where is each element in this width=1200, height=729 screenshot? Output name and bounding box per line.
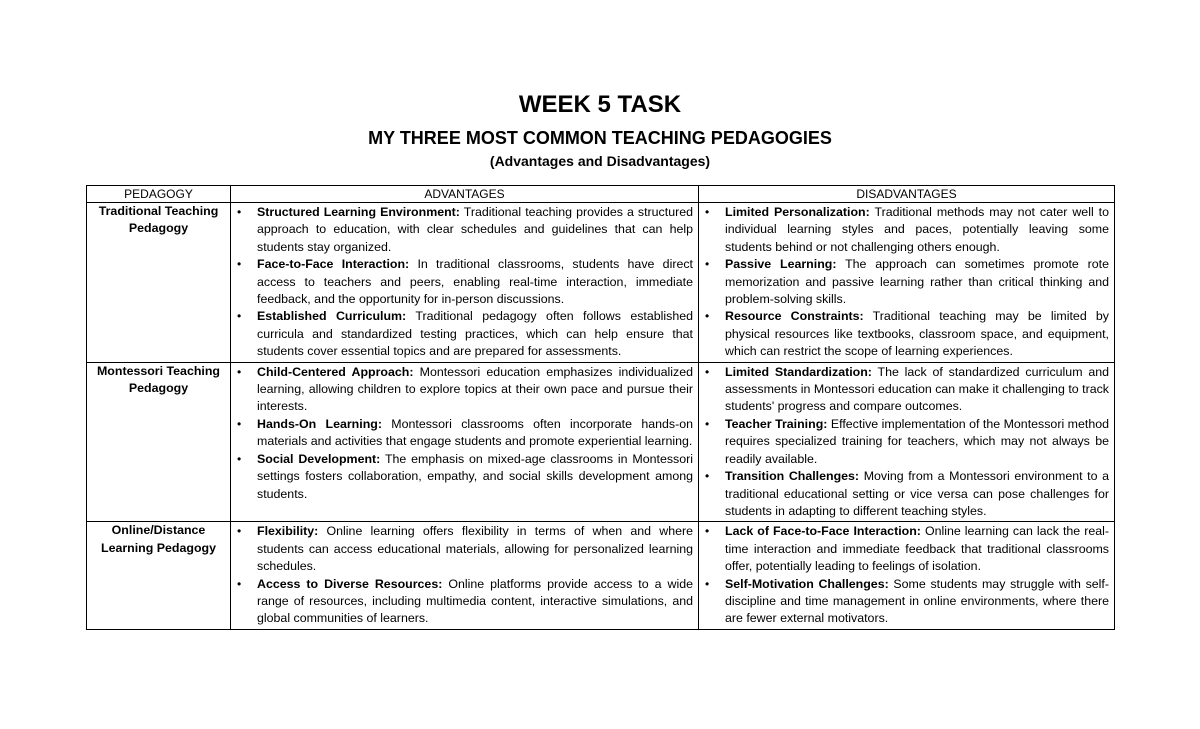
bullet-icon: • (705, 205, 710, 219)
disadvantage-text: The approach can sometimes promote rote memorization and passive learning rather than critical thinking and problem-solving skills. (725, 257, 1109, 307)
advantage-term: Access to Diverse Resources: (257, 576, 443, 591)
advantage-term: Structured Learning Environment: (257, 205, 460, 219)
advantage-text: The emphasis on mixed-age classrooms in Montessori settings fosters collaboration, empathy, and social skills development among students. (257, 451, 693, 501)
disadvantage-item (704, 308, 1109, 360)
header-pedagogy: PEDAGOGY (87, 186, 231, 203)
disadvantage-item (704, 523, 1109, 575)
disadvantage-text: Traditional methods may not cater well to individual learning styles and paces, potentially leaving some students behind or not challenging others enough. (725, 205, 1110, 254)
advantage-text: Traditional teaching provides a structured approach to education, with clear schedules and guidelines that can help students stay organized. (257, 205, 693, 254)
disadvantage-list (704, 203, 1109, 362)
advantage-item (236, 308, 693, 360)
disadvantage-term: Resource Constraints: (725, 309, 864, 324)
disadvantage-term: Self-Motivation Challenges: (725, 576, 889, 591)
advantage-item (236, 523, 693, 575)
bullet-icon: • (705, 416, 710, 431)
bullet-icon: • (705, 309, 710, 324)
page-subtitle: MY THREE MOST COMMON TEACHING PEDAGOGIES (368, 128, 832, 148)
pedagogy-name: Online/Distance Learning Pedagogy (87, 522, 231, 629)
title-block (0, 90, 1200, 172)
bullet-icon: • (705, 469, 710, 484)
advantage-item (236, 416, 693, 451)
advantage-item (236, 204, 693, 256)
bullet-icon: • (237, 451, 242, 466)
disadvantage-text: The lack of standardized curriculum and assessments in Montessori education can make it challenging to track students' progress and compare outcomes. (725, 364, 1109, 414)
advantage-term: Hands-On Learning: (257, 416, 382, 431)
disadvantage-list (704, 522, 1109, 628)
bullet-icon: • (237, 257, 242, 272)
bullet-icon: • (237, 524, 242, 539)
disadvantage-term: Limited Standardization: (725, 364, 872, 379)
disadvantage-item (704, 416, 1109, 468)
disadvantage-item (704, 256, 1109, 308)
disadvantage-item (704, 204, 1109, 256)
pedagogy-name: Montessori Teaching Pedagogy (87, 362, 231, 522)
bullet-icon: • (237, 416, 242, 431)
advantage-list (236, 363, 693, 504)
advantage-list (236, 203, 693, 362)
bullet-icon: • (705, 524, 710, 539)
disadvantage-text: Traditional teaching may be limited by physical resources like textbooks, classroom space, and equipment, which can restrict the scope of learning experiences. (725, 309, 1109, 359)
bullet-icon: • (705, 364, 710, 379)
disadvantages-cell (699, 522, 1115, 629)
advantage-text: Montessori education emphasizes individualized learning, allowing children to explore topics at their own pace and pursue their interests. (257, 364, 693, 414)
pedagogy-name: Traditional Teaching Pedagogy (87, 203, 231, 363)
advantage-item (236, 256, 693, 308)
bullet-icon: • (705, 257, 710, 272)
advantage-text: In traditional classrooms, students have direct access to teachers and peers, enabling real-time interaction, immediate feedback, and the opportunity for in-person discussions. (257, 257, 693, 307)
disadvantage-term: Teacher Training: (725, 416, 828, 431)
disadvantage-item (704, 576, 1109, 628)
page-subtitle-note: (Advantages and Disadvantages) (489, 153, 711, 169)
pedagogy-table (86, 185, 1115, 630)
advantage-term: Face-to-Face Interaction: (257, 257, 410, 272)
table-row (87, 362, 1115, 522)
bullet-icon: • (237, 576, 242, 591)
advantage-item (236, 576, 693, 628)
header-advantages: ADVANTAGES (231, 186, 699, 203)
disadvantages-cell (699, 203, 1115, 363)
page-title: WEEK 5 TASK (518, 91, 682, 118)
advantage-term: Social Development: (257, 451, 381, 466)
advantage-text: Online platforms provide access to a wide range of resources, including multimedia content, interactive simulations, and global communities of learners. (257, 576, 693, 626)
disadvantage-text: Some students may struggle with self-discipline and time management in online environments, where there are fewer external motivators. (725, 576, 1109, 626)
advantage-item (236, 364, 693, 416)
table-header-row (87, 186, 1115, 203)
bullet-icon: • (705, 576, 710, 591)
table-row (87, 203, 1115, 363)
advantage-text: Montessori classrooms often incorporate hands-on materials and activities that engage students and promote experiential learning. (257, 416, 693, 449)
disadvantages-cell (699, 362, 1115, 522)
disadvantage-item (704, 364, 1109, 416)
disadvantage-text: Effective implementation of the Montessori method requires specialized training for teachers, which may not always be readily available. (725, 416, 1109, 466)
table-body (87, 203, 1115, 630)
disadvantage-item (704, 468, 1109, 520)
advantage-text: Online learning offers flexibility in terms of when and where students can access educational materials, allowing for personalized learning schedules. (257, 524, 693, 574)
bullet-icon: • (237, 364, 242, 379)
disadvantage-term: Lack of Face-to-Face Interaction: (725, 524, 921, 539)
advantage-text: Traditional pedagogy often follows established curricula and standardized testing practices, which can help ensure that students cover essential topics and are prepared for assessments. (257, 309, 693, 359)
disadvantage-list (704, 363, 1109, 522)
advantages-cell (231, 203, 699, 363)
advantages-cell (231, 362, 699, 522)
disadvantage-text: Online learning can lack the real-time interaction and immediate feedback that traditional classrooms offer, potentially leading to feelings of isolation. (725, 524, 1109, 574)
disadvantage-text: Moving from a Montessori environment to a traditional educational setting or vice versa can pose challenges for students in adapting to different teaching styles. (725, 469, 1109, 518)
disadvantage-term: Limited Personalization: (725, 205, 870, 219)
disadvantage-term: Transition Challenges: (725, 469, 860, 484)
advantages-cell (231, 522, 699, 629)
table-row (87, 522, 1115, 629)
advantage-term: Flexibility: (257, 524, 319, 539)
advantage-list (236, 522, 693, 628)
advantage-item (236, 451, 693, 503)
bullet-icon: • (237, 309, 242, 324)
advantage-term: Established Curriculum: (257, 309, 407, 324)
bullet-icon: • (237, 205, 242, 219)
advantage-term: Child-Centered Approach: (257, 364, 414, 379)
header-disadvantages: DISADVANTAGES (699, 186, 1115, 203)
disadvantage-term: Passive Learning: (725, 257, 837, 272)
